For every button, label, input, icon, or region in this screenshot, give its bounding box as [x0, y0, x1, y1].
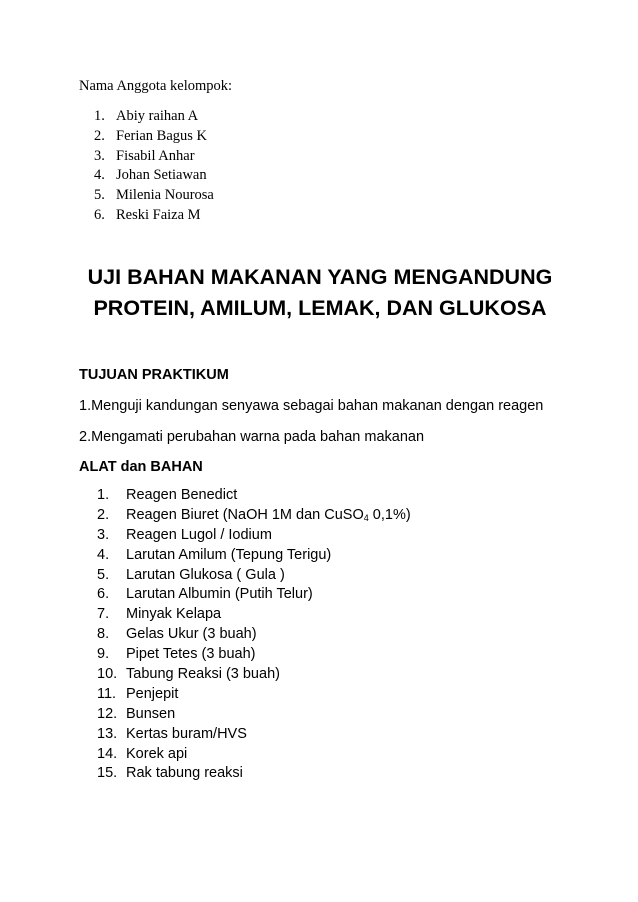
- list-item: [97, 625, 411, 645]
- item-number: 13.: [97, 725, 118, 742]
- item-number: 15.: [97, 765, 118, 782]
- material-text: Gelas Ukur (3 buah): [126, 626, 257, 643]
- material-text: Reagen Biuret (NaOH 1M dan CuSO: [126, 506, 364, 523]
- item-number: 1.: [97, 487, 110, 503]
- materials-heading: ALAT dan BAHAN: [79, 459, 203, 475]
- material-text: Bunsen: [126, 705, 176, 722]
- material-text-after: 0,1%): [368, 506, 411, 523]
- item-number: 10.: [97, 666, 118, 683]
- item-number: 4.: [94, 167, 105, 184]
- title-line-2: PROTEIN, AMILUM, LEMAK, DAN GLUKOSA: [93, 296, 547, 320]
- list-item: [97, 566, 411, 586]
- item-number: 5.: [97, 566, 110, 583]
- list-item: [94, 206, 214, 226]
- member-name: Reski Faiza M: [116, 206, 201, 223]
- material-text: Reagen Lugol / Iodium: [126, 526, 272, 543]
- title-line-1: UJI BAHAN MAKANAN YANG MENGANDUNG: [87, 265, 553, 289]
- item-number: 5.: [94, 187, 105, 204]
- item-number: 3.: [97, 526, 110, 543]
- item-number: 6.: [97, 586, 110, 603]
- list-item: [97, 665, 411, 685]
- list-item: [97, 645, 411, 665]
- member-name: Johan Setiawan: [116, 167, 207, 184]
- item-number: 8.: [97, 626, 110, 643]
- member-name: Ferian Bagus K: [116, 127, 208, 144]
- list-item: [97, 506, 411, 526]
- list-item: [94, 107, 214, 127]
- material-text: Rak tabung reaksi: [126, 765, 243, 782]
- material-text: Kertas buram/HVS: [126, 725, 247, 742]
- list-item: [97, 705, 411, 725]
- item-number: 14.: [97, 745, 118, 762]
- subscript: 4: [363, 512, 369, 523]
- item-number: 2.: [97, 506, 110, 523]
- item-number: 1.: [94, 108, 105, 124]
- list-item: [97, 546, 411, 566]
- member-name: Fisabil Anhar: [116, 147, 195, 164]
- material-text: Larutan Amilum (Tepung Terigu): [126, 546, 332, 563]
- material-text: Larutan Glukosa ( Gula ): [126, 566, 285, 583]
- material-text: Minyak Kelapa: [126, 606, 222, 623]
- list-item: [97, 745, 411, 765]
- material-text: Pipet Tetes (3 buah): [126, 646, 256, 663]
- list-item: [97, 685, 411, 705]
- item-number: 7.: [97, 606, 110, 623]
- list-item: [97, 526, 411, 546]
- material-text: Reagen Benedict: [126, 487, 238, 503]
- list-item: [97, 605, 411, 625]
- list-item: [94, 166, 214, 186]
- list-item: [97, 486, 411, 506]
- objectives-heading: TUJUAN PRAKTIKUM: [79, 367, 229, 383]
- material-text: Penjepit: [126, 685, 179, 702]
- item-number: 11.: [97, 685, 117, 702]
- list-item: [97, 585, 411, 605]
- member-name: Abiy raihan A: [116, 108, 199, 124]
- list-item: [94, 147, 214, 167]
- material-text: Korek api: [126, 745, 188, 762]
- page-title: [60, 262, 580, 324]
- item-number: 12.: [97, 705, 118, 722]
- objective-1: 1.Menguji kandungan senyawa sebagai bahan makanan dengan reagen: [79, 398, 544, 414]
- members-heading: Nama Anggota kelompok:: [79, 78, 233, 94]
- item-number: 3.: [94, 147, 105, 164]
- item-number: 2.: [94, 127, 105, 144]
- list-item: [97, 725, 411, 745]
- item-number: 4.: [97, 546, 110, 563]
- list-item: [94, 127, 214, 147]
- material-text: Tabung Reaksi (3 buah): [126, 666, 280, 683]
- list-item: [97, 764, 411, 784]
- member-name: Milenia Nourosa: [116, 187, 214, 204]
- materials-list: [97, 486, 411, 784]
- item-number: 9.: [97, 646, 110, 663]
- objective-2: 2.Mengamati perubahan warna pada bahan makanan: [79, 429, 425, 445]
- members-list: [94, 107, 214, 226]
- list-item: [94, 186, 214, 206]
- item-number: 6.: [94, 206, 105, 223]
- material-text: Larutan Albumin (Putih Telur): [126, 586, 313, 603]
